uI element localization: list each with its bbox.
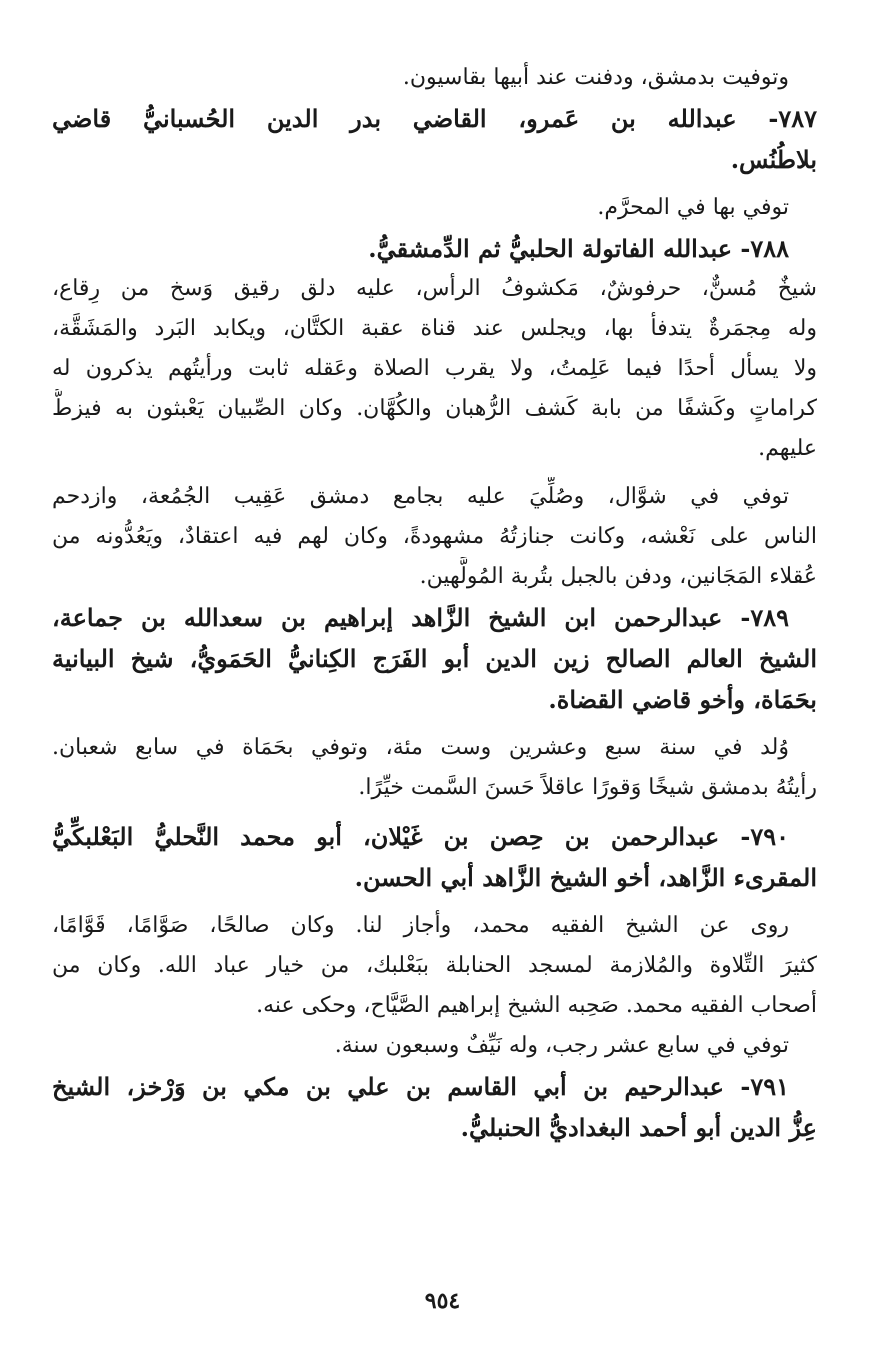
text-line: الناس على نَعْشه، وكانت جنازتُهُ مشهودةً، وكان لهم فيه اعتقادٌ، ويَعُدُّونه من: [52, 524, 817, 549]
entry-heading-788: [52, 228, 817, 269]
text-line: وُلد في سنة سبع وعشرين وست مئة، وتوفي بحَمَاة في سابع شعبان.: [52, 735, 789, 760]
text-line: عليهم.: [758, 436, 817, 461]
text-line: ولا يسأل أحدًا فيما عَلِمتُ، ولا يقرب الصلاة وعَقله ثابت ورأيتُهم يذكرون له: [52, 356, 817, 381]
text-line: روى عن الشيخ الفقيه محمد، وأجاز لنا. وكان صالحًا، صَوَّامًا، قَوَّامًا،: [52, 913, 789, 938]
entry-heading-789: [52, 597, 817, 720]
heading-line: الشيخ العالم الصالح زين الدين أبو الفَرَج الكِنانيُّ الحَمَويُّ، شيخ البيانية: [52, 644, 817, 673]
heading-line: عِزُّ الدين أبو أحمد البغداديُّ الحنبليُّ.: [460, 1113, 817, 1142]
text-line: كثيرَ التِّلاوة والمُلازمة لمسجد الحنابلة ببَعْلبك، من خيار عباد الله. وكان من: [52, 953, 817, 978]
heading-line: ٧٩١- عبدالرحيم بن أبي القاسم بن علي بن مكي بن وَرْخز، الشيخ: [52, 1072, 789, 1101]
text-line: أصحاب الفقيه محمد. صَحِبه الشيخ إبراهيم الصَّيَّاح، وحكى عنه.: [256, 993, 817, 1018]
text-line: وله مِجمَرةٌ يتدفأ بها، ويجلس عند قناة عقبة الكتَّان، ويكابد البَرد والمَشَقَّة،: [52, 316, 817, 341]
heading-line: ٧٨٧- عبدالله بن عَمرو، القاضي بدر الدين الحُسبانيُّ قاضي: [52, 104, 817, 133]
text-block: [52, 728, 817, 808]
text-line: وتوفيت بدمشق، ودفنت عند أبيها بقاسيون.: [402, 65, 789, 90]
text-line: توفي في شوَّال، وصُلِّيَ عليه بجامع دمشق عَقِيب الجُمُعة، وازدحم: [52, 484, 789, 509]
page-body: [52, 58, 817, 1148]
text-line: رأيتُهُ بدمشق شيخًا وَقورًا عاقلاً حَسنَ السَّمت خيِّرًا.: [358, 775, 817, 800]
heading-line: ٧٨٨- عبدالله الفاتولة الحلبيُّ ثم الدِّمشقيُّ.: [368, 234, 789, 263]
heading-line: ٧٩٠- عبدالرحمن بن حِصن بن غَيْلان، أبو محمد النَّحليُّ البَعْلبكِّيُّ: [52, 822, 789, 851]
heading-line: بحَمَاة، وأخو قاضي القضاة.: [548, 685, 817, 714]
heading-line: ٧٨٩- عبدالرحمن ابن الشيخ الزَّاهد إبراهيم بن سعدالله بن جماعة،: [52, 603, 789, 632]
text-line: كراماتٍ وكَشفًا من بابة كَشف الرُّهبان والكُهَّان. وكان الصِّبيان يَعْبثون به فيزطُّ: [52, 396, 817, 421]
text-line: توفي في سابع عشر رجب، وله نَيِّفٌ وسبعون سنة.: [334, 1033, 789, 1058]
heading-line: بلاطُنُس.: [730, 145, 817, 174]
text-block: [52, 269, 817, 469]
entry-heading-790: [52, 816, 817, 898]
heading-line: المقرىء الزَّاهد، أخو الشيخ الزَّاهد أبي الحسن.: [354, 863, 817, 892]
text-block: [52, 188, 817, 228]
text-block: [52, 477, 817, 597]
entry-heading-787: [52, 98, 817, 180]
text-line: شيخٌ مُسنٌّ، حرفوشٌ، مَكشوفُ الرأس، عليه دلق رقيق وَسخ من رِقاع،: [52, 276, 817, 301]
text-block: [52, 1026, 817, 1066]
text-block: [52, 58, 817, 98]
entry-heading-791: [52, 1066, 817, 1148]
text-line: توفي بها في المحرَّم.: [597, 195, 789, 220]
text-line: عُقلاء المَجَانين، ودفن بالجبل بتُربة المُولَّهين.: [419, 564, 817, 589]
page-number: ٩٥٤: [424, 1288, 461, 1314]
text-block: [52, 906, 817, 1026]
